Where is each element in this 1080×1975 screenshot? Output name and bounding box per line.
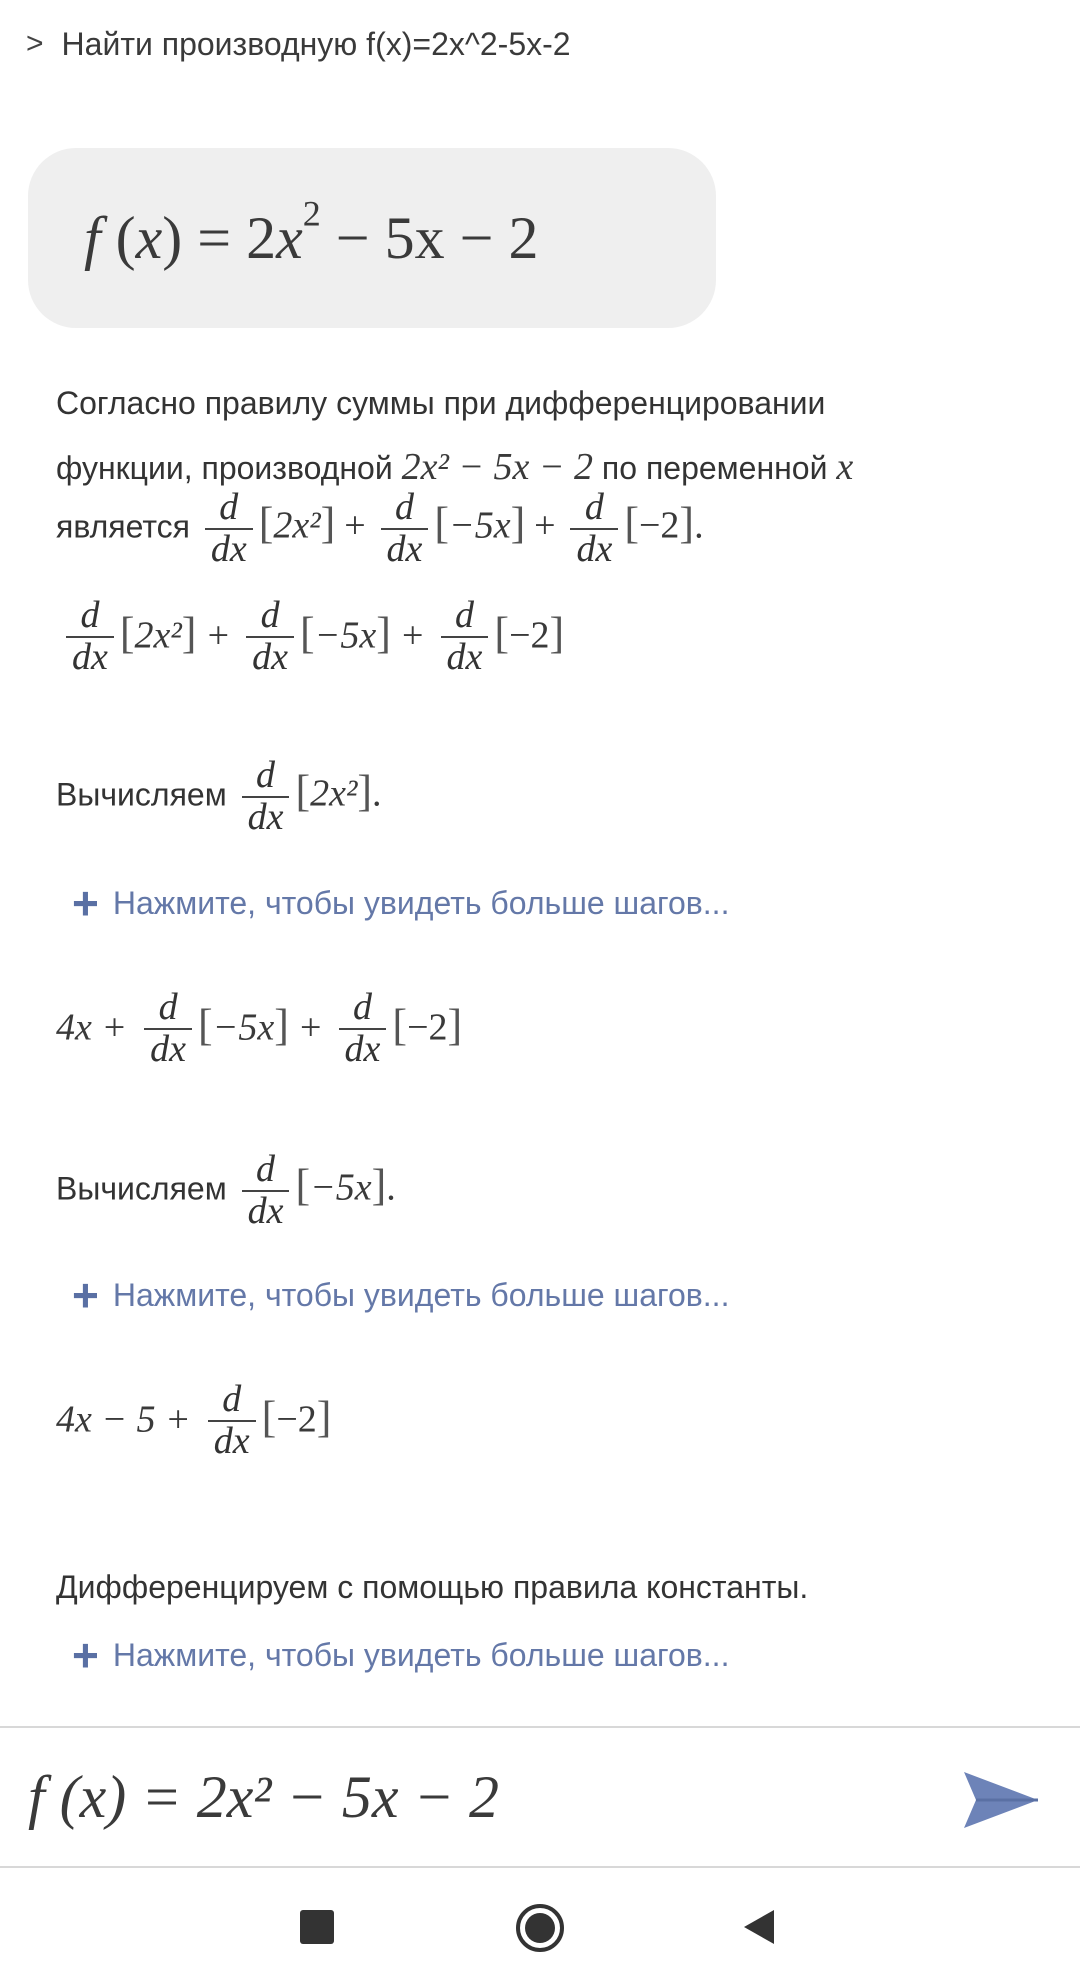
query-text: Найти производную f(x)=2x^2-5x-2 (61, 25, 571, 62)
math-line: 4x + $\frac{d}{dx}$ [−5x] + $\frac{d}{dx}$ [−2] (56, 986, 463, 1070)
more-steps-button[interactable]: + Нажмите, чтобы увидеть больше шагов... (72, 1269, 730, 1321)
plus-icon: + (72, 877, 99, 929)
more-steps-button[interactable]: + Нажмите, чтобы увидеть больше шагов... (72, 1629, 730, 1681)
step-text: Дифференцируем с помощью правила константы. (56, 1569, 809, 1605)
step-text: является $\frac{d}{dx}$ [2x²] + $\frac{d}{dx}$ [−5x] + $\frac{d}{dx}$ [−2]. (56, 486, 704, 570)
send-icon[interactable] (962, 1768, 1040, 1837)
derivative-operator: $\frac{d}{dx}$ (381, 488, 429, 570)
expression-input-bar[interactable] (0, 1726, 1080, 1868)
step-text: Согласно правилу суммы при дифференцировании (56, 385, 826, 421)
back-icon[interactable] (742, 1908, 776, 1951)
chevron-icon: > (26, 27, 44, 60)
expression-math: f $(x) = 2x^2 - 5x - 2$ (84, 193, 539, 271)
navigation-bar (0, 1868, 1080, 1975)
plus-icon: + (72, 1269, 99, 1321)
step-text: функции, производной 2x² − 5x − 2 по переменной x (56, 446, 854, 488)
expression-input[interactable]: f (x) = 2x² − 5x − 2 (28, 1763, 499, 1830)
expression-bubble (28, 148, 716, 328)
math-poly: 2x² − 5x − 2 (401, 446, 594, 488)
plus-icon: + (72, 1629, 99, 1681)
math-line: $\frac{d}{dx}$ [2x²] + $\frac{d}{dx}$ [−5x] + $\frac{d}{dx}$ [−2] (60, 596, 564, 678)
math-line: 4x − 5 + $\frac{d}{dx}$ [−2] (56, 1378, 332, 1462)
derivative-operator: $\frac{d}{dx}$ (570, 488, 618, 570)
more-steps-button[interactable]: + Нажмите, чтобы увидеть больше шагов... (72, 877, 730, 929)
step-text: Вычисляем $\frac{d}{dx}$ [−5x]. (56, 1148, 396, 1232)
recent-apps-icon[interactable] (300, 1910, 334, 1949)
step-text: Вычисляем $\frac{d}{dx}$ [2x²]. (56, 754, 382, 838)
query-header[interactable] (26, 22, 571, 66)
derivative-operator: $\frac{d}{dx}$ (205, 488, 253, 570)
home-icon[interactable] (514, 1902, 566, 1959)
